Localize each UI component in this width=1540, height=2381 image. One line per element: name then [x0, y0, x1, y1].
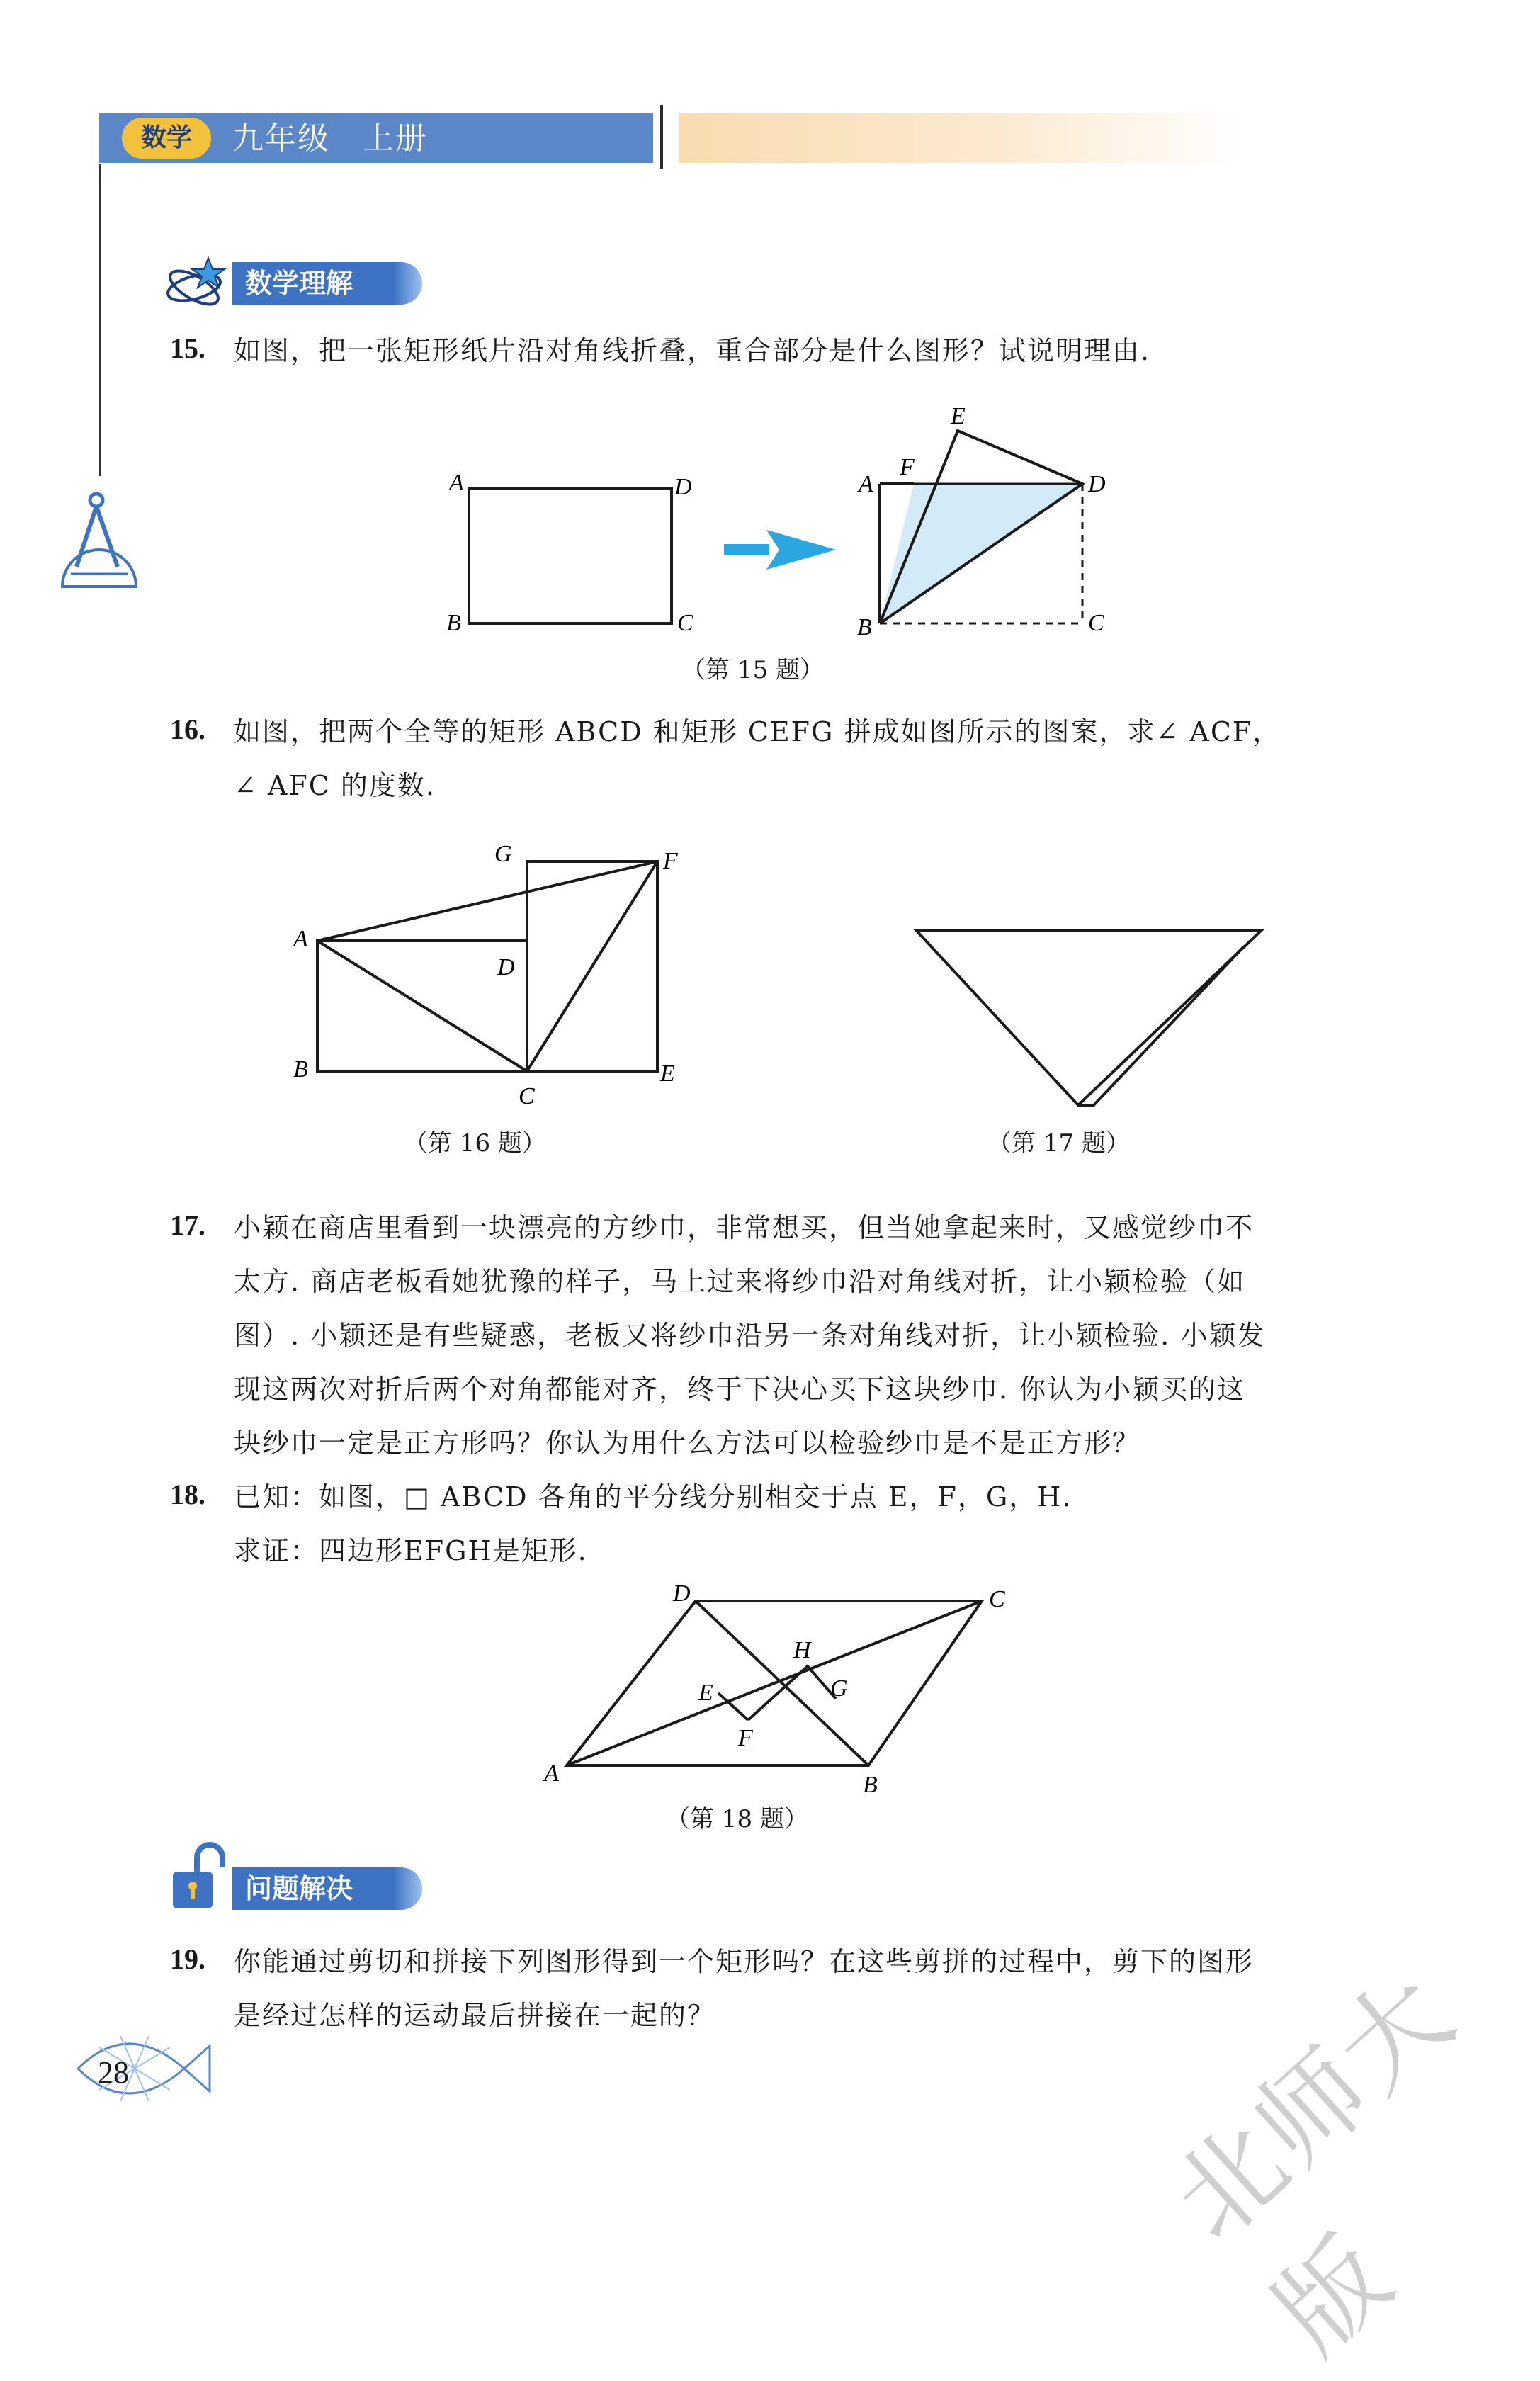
fish-icon	[71, 2026, 213, 2111]
fig15r-label-d: D	[1088, 471, 1106, 497]
page-number: 28	[98, 2055, 129, 2090]
fig15-rectangle	[469, 489, 672, 623]
header-divider	[660, 105, 663, 169]
header-gradient-band	[679, 113, 1245, 163]
fig15r-label-a: A	[859, 471, 873, 497]
figure-15	[425, 397, 1133, 694]
fig16-label-d: D	[497, 954, 515, 980]
fig15r-label-e: E	[951, 403, 966, 429]
figure-17	[900, 914, 1282, 1119]
q15-number: 15.	[170, 332, 205, 364]
fig18-label-h: H	[793, 1637, 811, 1663]
fig16-label-g: G	[494, 841, 512, 867]
fig15r-label-c: C	[1088, 610, 1104, 636]
q18-line2: 求证：四边形EFGH是矩形.	[234, 1535, 588, 1566]
q19-number: 19.	[170, 1943, 205, 1975]
q15-text: 如图，把一张矩形纸片沿对角线折叠，重合部分是什么图形？试说明理由.	[234, 335, 1151, 366]
fig15r-label-b: B	[857, 614, 872, 640]
fig17-caption: （第 17 题）	[987, 1129, 1130, 1158]
section-understanding: 数学理解	[232, 262, 422, 305]
q17-number: 17.	[170, 1209, 205, 1241]
fig15-label-b: B	[446, 610, 461, 636]
fig15-caption: （第 15 题）	[681, 656, 824, 684]
q17-line2: 太方. 商店老板看她犹豫的样子，马上过来将纱巾沿对角线对折，让小颖检验（如	[234, 1266, 1246, 1297]
q16-line1: 如图，把两个全等的矩形 ABCD 和矩形 CEFG 拼成如图所示的图案，求∠ ACF，	[234, 716, 1281, 747]
grade-title: 九年级 上册	[232, 120, 428, 157]
fig16-label-f: F	[663, 848, 678, 874]
q19-line2: 是经过怎样的运动最后拼接在一起的？	[234, 2000, 716, 2031]
q16-line2: ∠ AFC 的度数.	[234, 770, 436, 801]
fig15-label-c: C	[677, 610, 693, 636]
margin-line	[99, 164, 101, 476]
fig16-label-b: B	[293, 1056, 308, 1082]
fig18-label-d: D	[673, 1580, 691, 1607]
fig18-label-f: F	[738, 1725, 753, 1751]
q17-line5: 块纱巾一定是正方形吗？你认为用什么方法可以检验纱巾是不是正方形？	[234, 1427, 1141, 1459]
fig16-label-c: C	[519, 1083, 535, 1109]
q17-line3: 图）. 小颖还是有些疑惑，老板又将纱巾沿另一条对角线对折，让小颖检验. 小颖发	[234, 1320, 1266, 1351]
fig18-label-c: C	[989, 1586, 1005, 1612]
q16-number: 16.	[170, 713, 205, 745]
fig16-label-a: A	[293, 926, 308, 952]
q17-line4: 现这两次对折后两个对角都能对齐，终于下决心买下这块纱巾. 你认为小颖买的这	[234, 1374, 1246, 1405]
arrow-shaft	[724, 544, 769, 555]
subject-badge: 数学	[122, 118, 211, 159]
atom-star-icon	[164, 254, 235, 310]
fig16-caption: （第 16 题）	[404, 1129, 546, 1158]
compass-icon	[57, 489, 142, 595]
q17-line1: 小颖在商店里看到一块漂亮的方纱巾，非常想买，但当她拿起来时，又感觉纱巾不	[234, 1212, 1255, 1243]
fig15-label-a: A	[449, 470, 464, 496]
fig18-caption: （第 18 题）	[666, 1805, 808, 1833]
q18-number: 18.	[170, 1478, 205, 1510]
section-problem-solving: 问题解决	[232, 1867, 422, 1910]
fig16-label-e: E	[660, 1061, 675, 1087]
fig18-label-b: B	[863, 1772, 878, 1792]
q19-line1: 你能通过剪切和拼接下列图形得到一个矩形吗？在这些剪拼的过程中，剪下的图形	[234, 1946, 1255, 1977]
fig18-label-e: E	[698, 1680, 713, 1706]
fig15-label-d: D	[674, 474, 692, 500]
fig15r-label-f: F	[900, 454, 915, 480]
figure-16	[283, 836, 723, 1119]
fig18-label-a: A	[544, 1760, 559, 1787]
fig18-label-g: G	[830, 1675, 848, 1702]
figure-18	[538, 1580, 1034, 1792]
padlock-icon	[167, 1842, 231, 1913]
publisher-watermark: 北师大版	[1150, 1950, 1479, 2377]
arrow-head-icon	[766, 530, 836, 570]
q18-line1: 已知：如图，□ ABCD 各角的平分线分别相交于点 E，F，G，H.	[234, 1481, 1072, 1512]
